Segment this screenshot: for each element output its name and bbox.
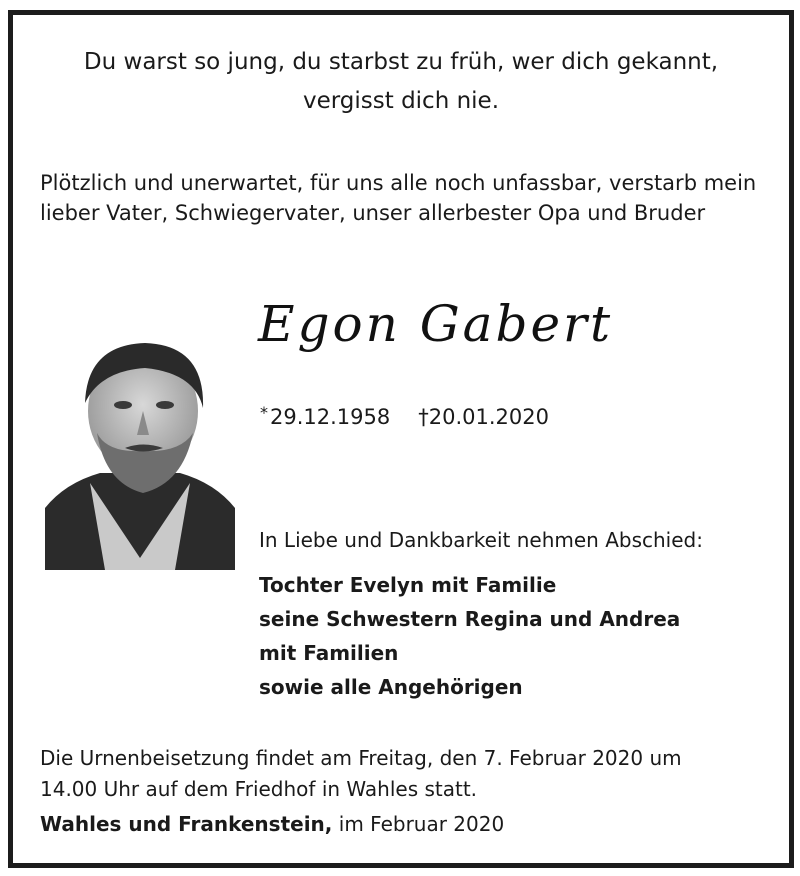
life-dates xyxy=(260,403,549,429)
motto-line-2: vergisst dich nie. xyxy=(302,88,500,114)
burial-line-1: Die Urnenbeisetzung findet am Freitag, den 7. Februar 2020 um xyxy=(40,746,682,770)
intro-line-1: Plötzlich und unerwartet, für uns alle noch unfassbar, verstarb mein xyxy=(40,171,757,195)
motto-line-1: Du warst so jung, du starbst zu früh, wer dich gekannt, xyxy=(83,49,719,75)
portrait-photo xyxy=(45,333,235,570)
mourner-line: seine Schwestern Regina und Andrea xyxy=(259,607,681,631)
farewell-intro: In Liebe und Dankbarkeit nehmen Abschied: xyxy=(259,528,703,552)
burial-notice xyxy=(40,743,682,805)
mourner-line: Tochter Evelyn mit Familie xyxy=(259,573,557,597)
places: Wahles und Frankenstein, xyxy=(40,812,333,836)
motto xyxy=(13,43,789,121)
intro-text xyxy=(40,168,756,228)
birth-date: 29.12.1958 xyxy=(270,405,391,429)
death-cross-icon: † xyxy=(418,405,429,429)
intro-line-2: lieber Vater, Schwiegervater, unser allerbester Opa und Bruder xyxy=(40,201,706,225)
place-and-date xyxy=(40,812,504,836)
portrait-image xyxy=(45,333,235,570)
deceased-name: Egon Gabert xyxy=(258,295,614,353)
mourner-line: sowie alle Angehörigen xyxy=(259,675,523,699)
mourner-line: mit Familien xyxy=(259,641,399,665)
obituary-frame xyxy=(8,10,794,868)
mourners-list xyxy=(259,568,759,704)
notice-date: im Februar 2020 xyxy=(338,812,505,836)
death-date: 20.01.2020 xyxy=(428,405,549,429)
birth-star-icon: * xyxy=(260,403,268,422)
burial-line-2: 14.00 Uhr auf dem Friedhof in Wahles statt. xyxy=(40,777,478,801)
